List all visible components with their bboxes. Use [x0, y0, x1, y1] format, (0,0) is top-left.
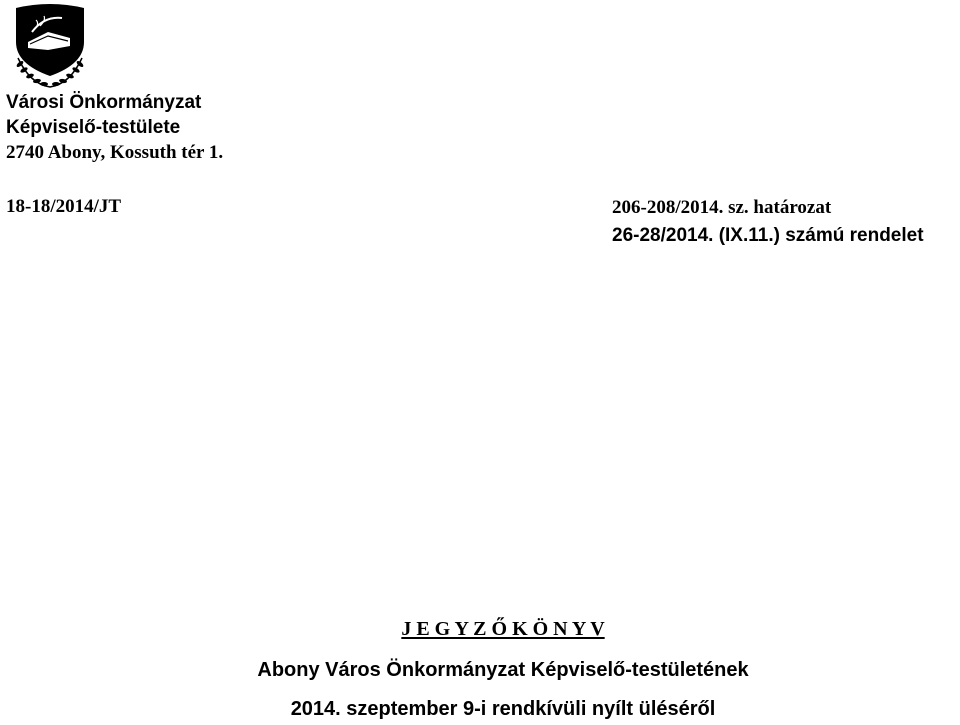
reference-number: 18-18/2014/JT — [6, 196, 122, 217]
session-description: 2014. szeptember 9-i rendkívüli nyílt üléséről — [290, 698, 716, 720]
resolution-number: 206-208/2014. sz. határozat — [612, 197, 832, 218]
org-name: Városi Önkormányzat — [6, 92, 202, 113]
document-title: J E G Y Z Ő K Ö N Y V — [401, 618, 605, 640]
decree-number: 26-28/2014. (IX.11.) számú rendelet — [612, 225, 924, 246]
org-address: 2740 Abony, Kossuth tér 1. — [6, 142, 224, 163]
org-body: Képviselő-testülete — [6, 117, 181, 138]
coat-of-arms-logo — [10, 2, 90, 90]
document-subtitle: Abony Város Önkormányzat Képviselő-testületének — [257, 659, 749, 681]
